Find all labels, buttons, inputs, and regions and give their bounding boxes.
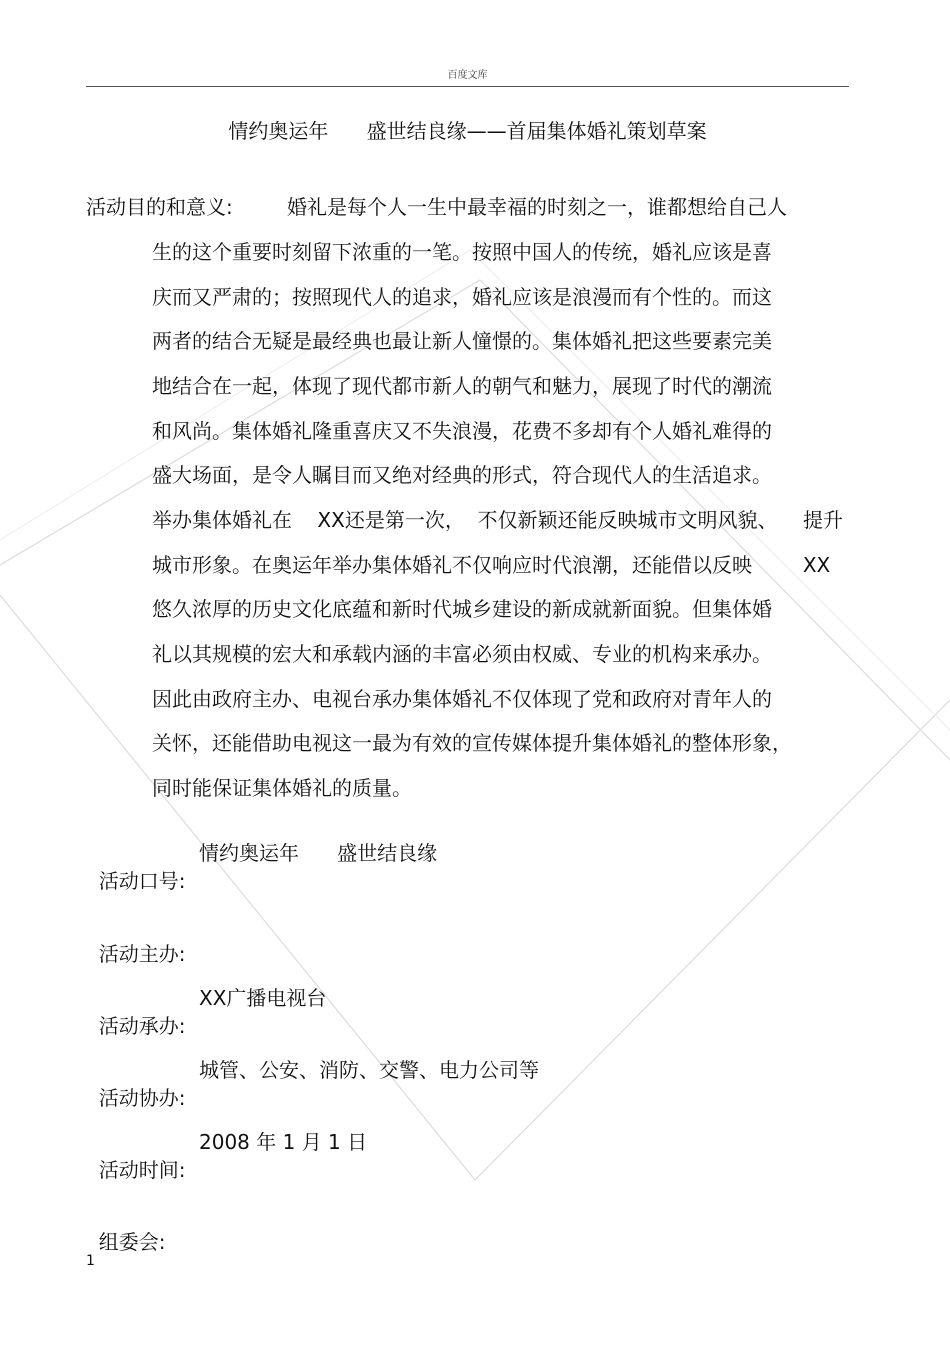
purpose-line: 生的这个重要时刻留下浓重的一笔。按照中国人的传统，婚礼应该是喜 [152,240,772,264]
field-label: 活动协办: [98,1086,186,1110]
purpose-line: 婚礼是每个人一生中最幸福的时刻之一，谁都想给自己人 [287,195,787,219]
purpose-label: 活动目的和意义: [86,195,233,219]
field-value: 情约奥运年 盛世结良缘 [199,841,438,865]
purpose-line: 悠久浓厚的历史文化底蕴和新时代城乡建设的新成就新面貌。但集体婚 [152,597,772,621]
purpose-line: 关怀，还能借助电视这一最为有效的宣传媒体提升集体婚礼的整体形象， [152,731,792,755]
field-label: 活动承办: [98,1014,186,1038]
field-slogan [86,839,438,923]
purpose-line: 地结合在一起，体现了现代都市新人的朝气和魅力，展现了时代的潮流 [152,374,772,398]
field-label: 活动口号: [98,869,186,893]
field-label: 活动时间: [98,1158,186,1182]
field-value: 城管、公安、消防、交警、电力公司等 [199,1058,539,1082]
purpose-line: 举办集体婚礼在 XX还是第一次， 不仅新颖还能反映城市文明风貌、 提升 [152,508,843,532]
field-value: XX广播电视台 [199,986,327,1010]
purpose-line: 和风尚。集体婚礼隆重喜庆又不失浪漫，花费不多却有个人婚礼难得的 [152,419,772,443]
purpose-line: 因此由政府主办、电视台承办集体婚礼不仅体现了党和政府对青年人的 [152,687,772,711]
purpose-line: 盛大场面，是令人瞩目而又绝对经典的形式，符合现代人的生活追求。 [152,463,772,487]
header-divider [86,86,849,87]
purpose-line: 礼以其规模的宏大和承载内涵的丰富必须由权威、专业的机构来承办。 [152,642,772,666]
field-committee [86,1200,165,1284]
purpose-line: 城市形象。在奥运年举办集体婚礼不仅响应时代浪潮，还能借以反映 XX [152,553,831,577]
document-title: 情约奥运年 盛世结良缘——首届集体婚礼策划草案 [228,119,707,143]
page-header-source: 百度文库 [447,70,488,81]
purpose-line: 两者的结合无疑是最经典也最让新人憧憬的。集体婚礼把这些要素完美 [152,329,772,353]
field-value: 2008 年 1 月 1 日 [199,1130,368,1154]
page-number: 1 [86,1253,95,1269]
field-label: 组委会: [98,1230,166,1254]
purpose-line: 庆而又严肃的；按照现代人的追求，婚礼应该是浪漫而有个性的。而这 [152,285,772,309]
field-label: 活动主办: [98,942,186,966]
purpose-line: 同时能保证集体婚礼的质量。 [152,776,412,800]
